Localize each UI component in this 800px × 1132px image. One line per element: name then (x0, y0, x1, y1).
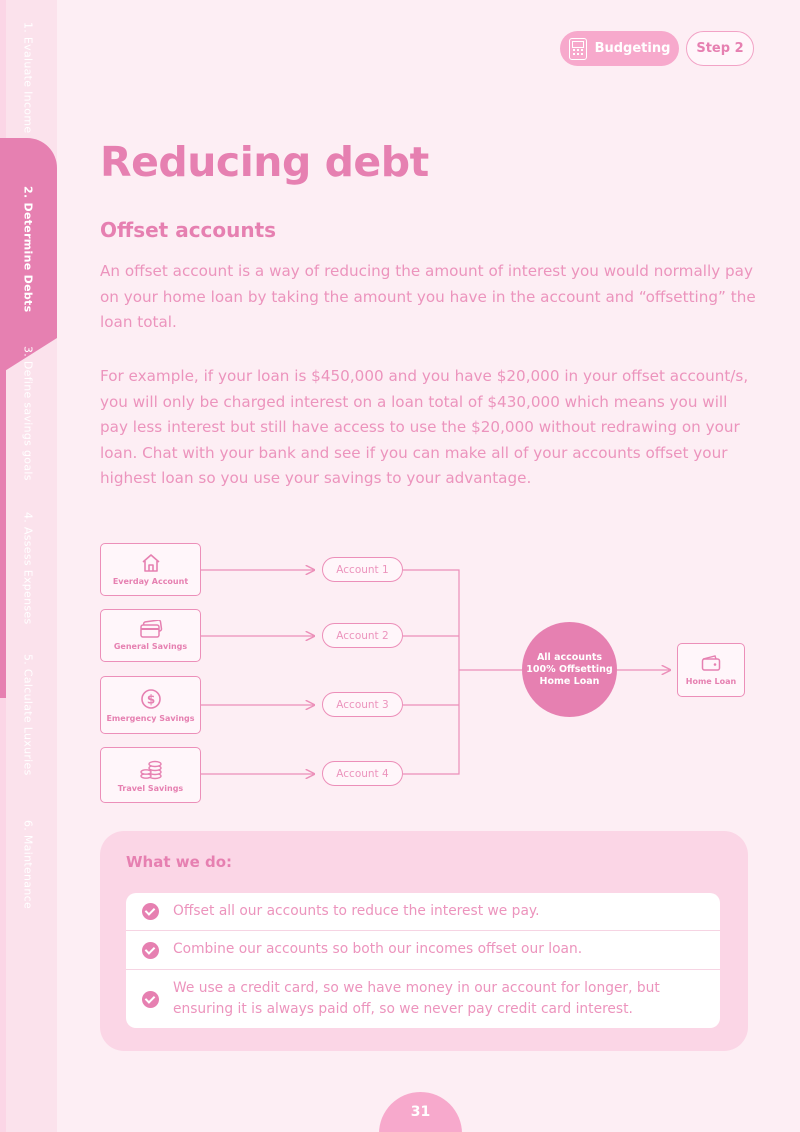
step-pill (686, 31, 754, 66)
source-emergency-savings (100, 676, 201, 734)
svg-text:$: $ (146, 692, 155, 706)
example-paragraph: For example, if your loan is $450,000 and you have $20,000 in your offset account/s, you will only be charged interest on a loan total of $430,000 which means you will pay less interest but still have access to use the $20,000 without redrawing on your loan. Chat with your bank and see if you can make all of your accounts offset your highest loan so you use your savings to your advantage. (100, 367, 749, 488)
coin-stack-icon (139, 758, 163, 780)
sidebar-tab-label: 3. Define savings goals (21, 346, 35, 481)
list-item-text: Combine our accounts so both our incomes offset our loan. (173, 941, 583, 958)
sidebar-tab-define-savings-goals[interactable] (8, 346, 48, 481)
sidebar-tab-determine-debts[interactable] (8, 186, 48, 313)
list-item-text: We use a credit card, so we have money in our account for longer, but ensuring it is always paid off, so we never pay credit card interest. (173, 979, 660, 1017)
source-label: General Savings (113, 642, 188, 651)
sidebar-tab-maintenance[interactable] (8, 820, 48, 910)
account-node: Account 1 (322, 557, 403, 582)
home-loan-node (677, 643, 745, 697)
account-node: Account 2 (322, 623, 403, 648)
wallet-icon (701, 655, 721, 671)
calculator-icon (569, 38, 587, 60)
home-loan-label: Home Loan (685, 676, 737, 686)
check-circle-icon (142, 903, 159, 920)
sidebar-tab-label: 5. Calculate Luxuries (21, 654, 35, 776)
step-pill-label: Step 2 (696, 41, 744, 56)
account-node: Account 4 (322, 761, 403, 786)
list-item (126, 893, 720, 931)
dollar-coin-icon (140, 688, 162, 710)
source-label: Emergency Savings (106, 713, 195, 723)
hub-line: Home Loan (539, 675, 600, 687)
hub-line: All accounts (536, 651, 603, 663)
hub-line: 100% Offsetting (526, 663, 613, 675)
what-we-do-panel (100, 831, 748, 1051)
panel-list (126, 893, 720, 1028)
list-item-text: Offset all our accounts to reduce the interest we pay. (173, 902, 540, 919)
budgeting-pill-label: Budgeting (594, 41, 671, 56)
list-item (126, 970, 720, 1028)
offset-hub-circle (522, 622, 617, 717)
sidebar-tab-evaluate-income[interactable] (8, 22, 48, 132)
account-node: Account 3 (322, 692, 403, 717)
check-circle-icon (142, 991, 159, 1008)
sidebar-tab-label: 2. Determine Debts (21, 186, 35, 313)
sidebar-tab-label: 4. Assess Expenses (21, 512, 35, 625)
offset-diagram (0, 530, 800, 820)
panel-title: What we do: (126, 853, 233, 871)
house-icon (140, 553, 162, 573)
source-label: Travel Savings (117, 783, 184, 793)
list-item (126, 931, 720, 970)
intro-paragraph: An offset account is a way of reducing the amount of interest you would normally pay on your home loan by taking the amount you have in the account and “offsetting” the loan total. (100, 262, 756, 332)
source-everyday-account (100, 543, 201, 596)
check-circle-icon (142, 942, 159, 959)
budgeting-pill[interactable] (560, 31, 679, 66)
page-title: Reducing debt (100, 138, 429, 186)
source-label: Everday Account (112, 577, 189, 586)
sidebar-tab-label: 6. Maintenance (21, 820, 35, 910)
source-travel-savings (100, 747, 201, 803)
cards-icon (139, 620, 163, 638)
section-heading: Offset accounts (100, 218, 277, 242)
source-general-savings (100, 609, 201, 662)
page-number: 31 (379, 1092, 462, 1132)
sidebar-tab-label: 1. Evaluate Income (21, 22, 35, 134)
